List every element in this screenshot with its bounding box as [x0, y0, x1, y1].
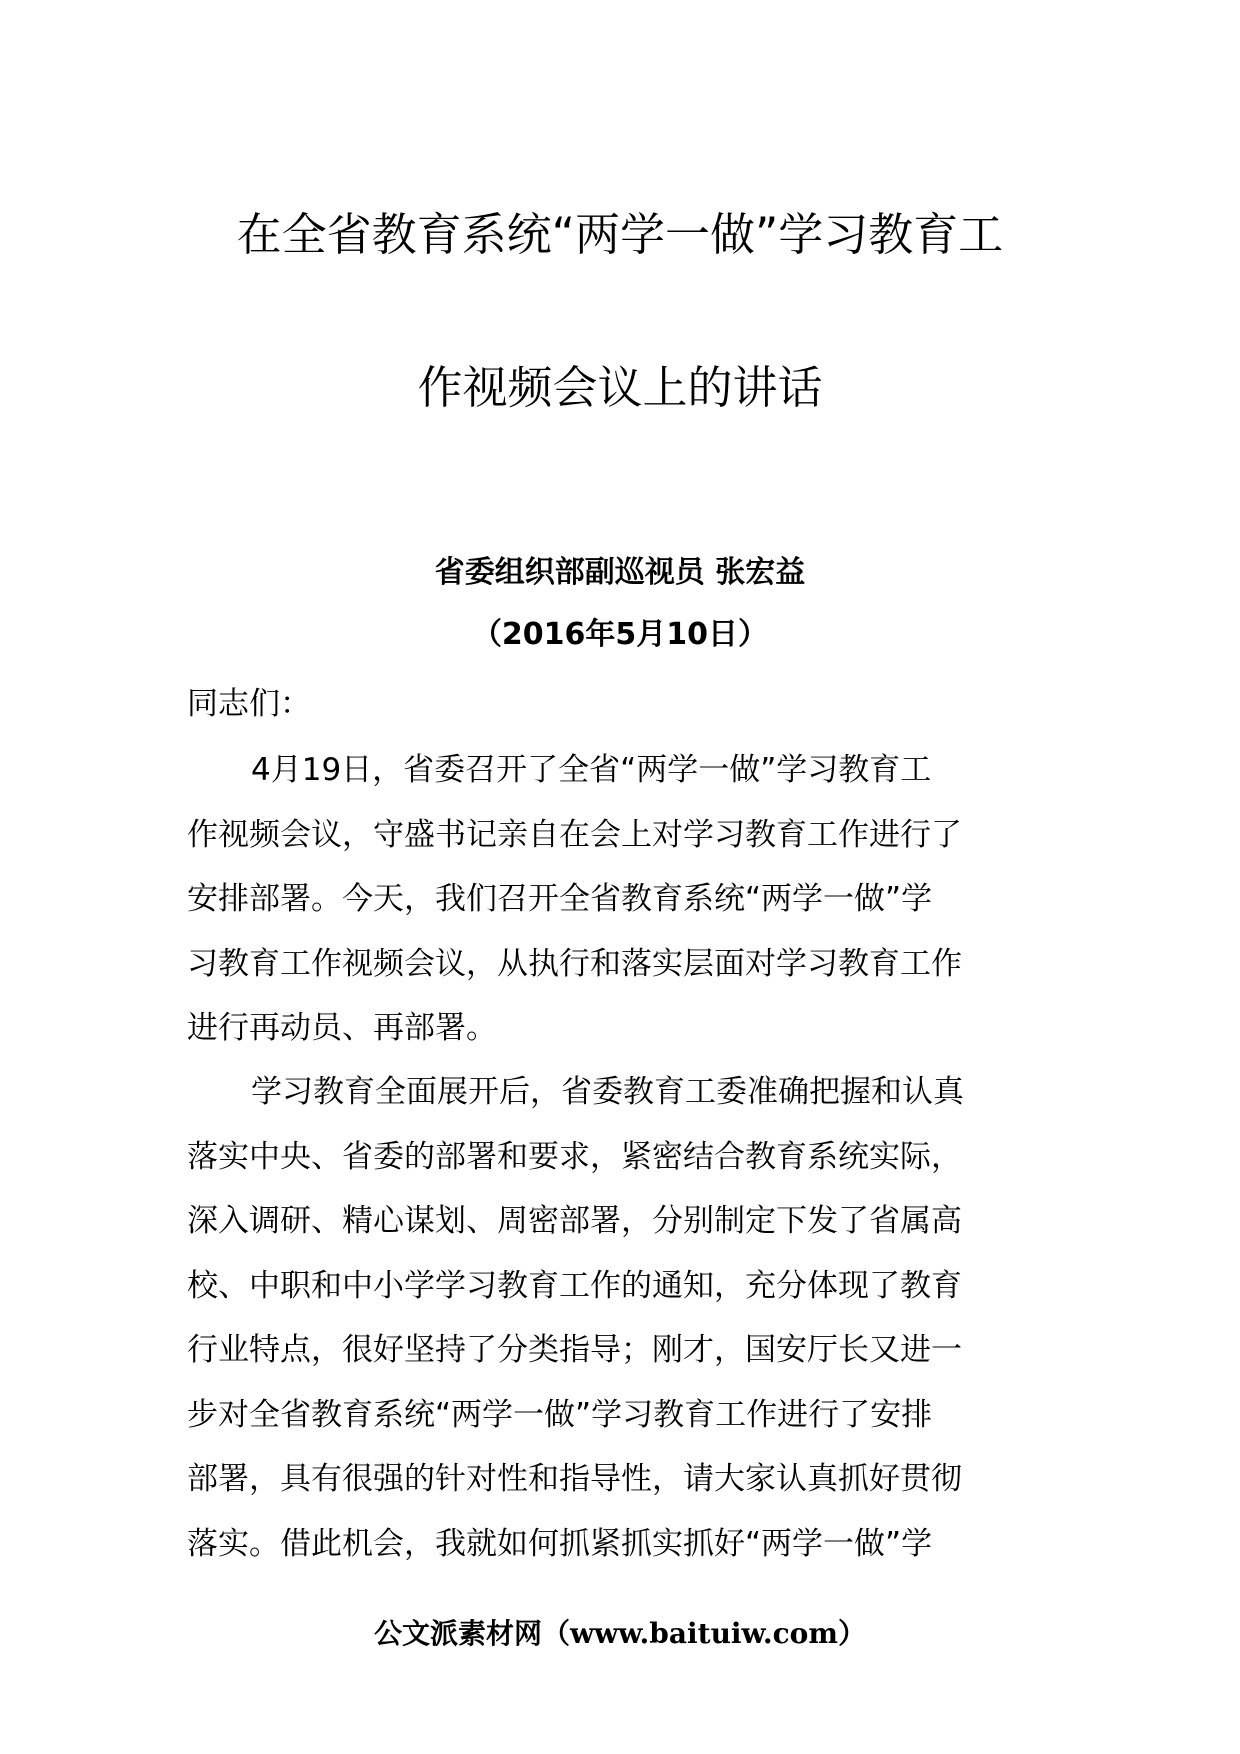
paragraph-2 [187, 1060, 1057, 1576]
paragraph-2-line: 步对全省教育系统“两学一做”学习教育工作进行了安排 [187, 1396, 933, 1433]
greeting [187, 672, 1057, 737]
date-line: （2016年5月10日） [471, 617, 769, 652]
paragraph-1-line: 进行再动员、再部署。 [187, 1010, 497, 1046]
document-title-line-1: 在全省教育系统“两学一做”学习教育工 [236, 208, 1004, 261]
paragraph-2-line: 深入调研、精心谋划、周密部署，分别制定下发了省属高 [187, 1203, 962, 1239]
greeting-text: 同志们： [187, 686, 311, 722]
paragraph-1-line: 作视频会议，守盛书记亲自在会上对学习教育工作进行了 [187, 816, 962, 853]
paragraph-2-line: 校、中职和中小学学习教育工作的通知，充分体现了教育 [187, 1267, 962, 1304]
paragraph-1-line: 习教育工作视频会议，从执行和落实层面对学习教育工作 [187, 945, 962, 982]
paragraph-2-line: 落实。借此机会，我就如何抓紧抓实抓好“两学一做”学 [187, 1525, 933, 1562]
paragraph-1-line: 安排部署。今天，我们召开全省教育系统“两学一做”学 [187, 881, 933, 917]
paragraph-2-line: 行业特点，很好坚持了分类指导；刚才，国安厅长又进一 [187, 1332, 962, 1368]
author-line: 省委组织部副巡视员 张宏益 [434, 555, 806, 590]
footer-watermark-text: 公文派素材网（www.baituiw.com） [374, 1617, 866, 1650]
paragraph-1 [187, 738, 1057, 1061]
paragraph-2-line: 学习教育全面展开后，省委教育工委准确把握和认真 [251, 1074, 964, 1110]
document-title-line-2: 作视频会议上的讲话 [417, 361, 823, 414]
paragraph-2-line: 落实中央、省委的部署和要求，紧密结合教育系统实际， [187, 1138, 962, 1175]
paragraph-1-line: 4月19日，省委召开了全省“两学一做”学习教育工 [251, 752, 932, 788]
paragraph-2-line: 部署，具有很强的针对性和指导性，请大家认真抓好贯彻 [187, 1461, 962, 1497]
